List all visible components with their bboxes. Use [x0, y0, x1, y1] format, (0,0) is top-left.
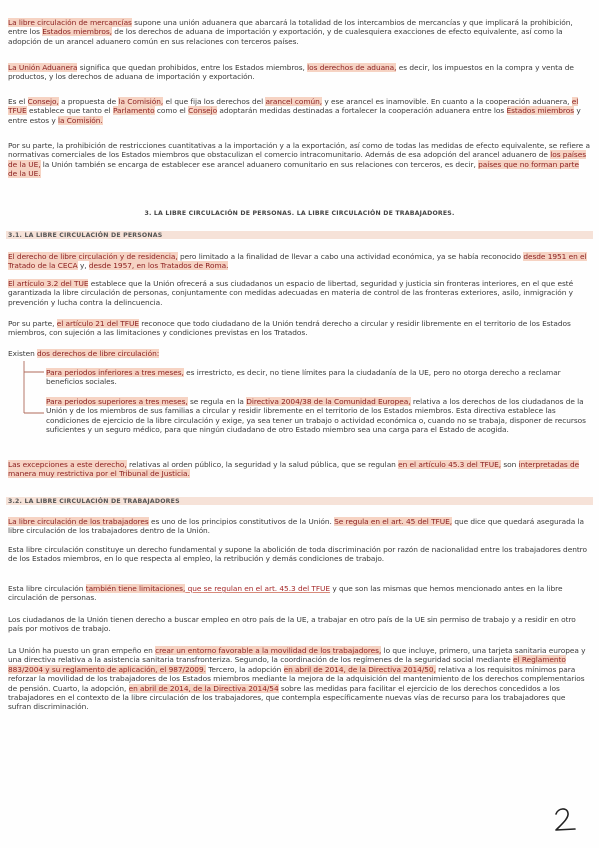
paragraph-buscar-empleo — [8, 615, 590, 634]
highlight: los países de la UE, — [8, 150, 587, 169]
highlight: desde 1951 en el Tratado de la CECA — [8, 252, 587, 271]
highlight: La libre circulación de los trabajadores — [8, 517, 149, 526]
paragraph-consejo — [8, 97, 590, 125]
paragraph-derecho-fundamental — [8, 545, 590, 564]
text-run: La Unión ha puesto un gran empeño en — [8, 646, 156, 655]
text-run: adoptarán medidas destinadas a fortalecer la cooperación aduanera entre los — [217, 106, 507, 116]
paragraph-articulo-21 — [8, 319, 590, 338]
highlight: Consejo, — [27, 97, 59, 106]
highlight: la Comisión, — [118, 97, 164, 106]
text-run: establece que tanto el — [26, 106, 113, 116]
highlight: Parlamento — [112, 106, 155, 116]
text-run: Tercero, la adopción — [205, 664, 284, 674]
paragraph-mercancias — [8, 18, 590, 46]
highlight: también tiene limitaciones, — [85, 584, 186, 593]
highlight: desde 1957, en los Tratados de Roma. — [88, 261, 229, 271]
highlight: El artículo 3.2 del TUE — [8, 279, 89, 288]
text-run: y, — [77, 261, 89, 271]
highlight: los derechos de aduana, — [307, 63, 397, 72]
text-run: Existen — [8, 349, 38, 358]
highlight: arancel común, — [265, 97, 323, 106]
text-run: relativa a los requisitos mínimos para reforzar la movilidad de los trabajadores de los Estados miembros mediante la mejora de la adquisición del mantenimiento de los derechos complementarios de pensión. Cuarto, la adopción, — [8, 664, 585, 693]
text-run: y que son las mismas que hemos mencionado antes en la libre circulación de personas. — [8, 584, 563, 603]
highlight: Estados miembros — [506, 106, 575, 116]
highlight: El derecho de libre circulación y de residencia, — [8, 252, 178, 261]
text-run: es decir, los impuestos en la compra y venta de productos, y los derechos de aduana de importación y exportación. — [8, 63, 574, 82]
text-run: que dice que quedará asegurada la libre circulación de los trabajadores dentro de la Unión. — [8, 517, 584, 536]
text-run: establece que la Unión ofrecerá a sus ciudadanos un espacio de libertad, seguridad y justicia sin fronteras interiores, en el que esté garantizada la libre circulación de personas, conjuntamente con medidas adecuadas en materia de control de las fronteras exteriores, asilo, inmigración y prevención y lucha contra la delincuencia. — [8, 279, 574, 307]
text-run: el que fija los derechos del — [163, 97, 266, 106]
text-run: a propuesta de — [58, 97, 119, 106]
text-run: y ese arancel es inamovible. En cuanto a la cooperación aduanera, — [322, 97, 572, 106]
text-run: son — [501, 460, 519, 469]
highlight: Las excepciones a este derecho, — [8, 460, 127, 469]
highlight: el artículo 21 del TFUE — [56, 319, 139, 328]
highlight: La libre circulación de mercancías — [8, 18, 132, 27]
highlight: interpretadas de manera muy restrictiva por el Tribunal de Justicia. — [8, 460, 580, 479]
highlight: Consejo — [188, 106, 218, 116]
section-heading-3-1: 3.1. LA LIBRE CIRCULACIÓN DE PERSONAS — [8, 232, 163, 239]
highlight: países que no forman parte de la UE. — [8, 159, 580, 179]
section-heading-3: 3. LA LIBRE CIRCULACIÓN DE PERSONAS. LA LIBRE CIRCULACIÓN DE TRABAJADORES. — [144, 210, 455, 217]
text-run: supone una unión aduanera que abarcará la totalidad de los intercambios de mercancías y que implicará la prohibición, entre los — [8, 18, 573, 37]
highlight: La Unión Aduanera — [8, 63, 78, 72]
paragraph-restricciones — [8, 141, 590, 179]
highlight: en abril de 2014, de la Directiva 2014/50, — [283, 664, 436, 674]
text-run: sobre las medidas para facilitar el ejercicio de los derechos concedidos a los trabajadores en el contexto de la libre circulación de los trabajadores, que contempla específicamente nuevas vías de recurso para los trabajadores que sufran discriminación. — [8, 683, 566, 712]
highlight: en abril de 2014, de la Directiva 2014/54 — [128, 683, 279, 693]
page-number — [552, 805, 582, 835]
text-run: como el — [154, 106, 189, 116]
underlined-text: que se regulan en el art. 45.3 del TFUE — [185, 584, 331, 593]
text-run: relativa a los derechos de los ciudadanos de la Unión y de los miembros de sus familias a circular y residir libremente en el territorio de los Estados miembros. Esta directiva establece las condiciones de ejercicio de la libre circulación y exige, ya sea tener un trabajo o actividad económica o, cuando no se trabaja, disponer de recursos suficientes y un seguro médico, para que ningún ciudadano de otro Estado miembro sea una carga para el Estado de acogida. — [46, 397, 586, 435]
paragraph-union-aduanera — [8, 63, 590, 82]
text-run: y entre estos y — [8, 106, 581, 125]
text-run: relativas al orden público, la seguridad y la salud pública, que se regulan — [126, 460, 399, 469]
bullet-bracket — [20, 359, 48, 439]
highlight: la Comisión. — [57, 115, 103, 125]
paragraph-excepciones — [8, 460, 590, 479]
highlight: Para periodos superiores a tres meses, — [46, 397, 188, 406]
text-run: pero limitado a la finalidad de llevar a cabo una actividad económica, ya se había reconocido — [177, 252, 524, 261]
text-run: es uno de los principios constitutivos de la Unión. — [148, 517, 335, 526]
paragraph-articulo-3-2 — [8, 279, 590, 307]
paragraph-dos-derechos — [8, 349, 590, 358]
highlight: Para periodos inferiores a tres meses, — [46, 368, 184, 377]
text-run: Por su parte, la prohibición de restricciones cuantitativas a la importación y a la exportación, así como de todas las medidas de efecto equivalente, se refiere a normativas comerciales de los Estados miembros que obstaculizan el comercio intracomunitario. Además de esa adopción del arancel aduanero de — [8, 141, 590, 160]
text-run: se regula en la — [187, 397, 247, 406]
highlight: Estados miembros, — [42, 27, 112, 37]
paragraph-trabajadores — [8, 517, 590, 536]
highlight: el Reglamento 883/2004 y su reglamento de aplicación, el 987/2009. — [8, 655, 566, 674]
text-run: Esta libre circulación — [8, 584, 86, 593]
text-run: Los ciudadanos de la Unión tienen derecho a buscar empleo en otro país de la UE, a trabajar en otro país de la UE sin permiso de trabajo y a residir en otro país por motivos de trabajo. — [8, 615, 576, 634]
paragraph-limitaciones — [8, 584, 590, 603]
highlight: dos derechos de libre circulación: — [37, 349, 160, 358]
text-run: Por su parte, — [8, 319, 57, 328]
text-run: es irrestricto, es decir, no tiene límites para la ciudadanía de la UE, pero no otorga derecho a reclamar beneficios sociales. — [46, 368, 561, 387]
text-run: significa que quedan prohibidos, entre los Estados miembros, — [77, 63, 308, 72]
bullet-superiores — [46, 397, 590, 435]
text-run: Es el — [8, 97, 28, 106]
text-run: Esta libre circulación constituye un derecho fundamental y supone la abolición de toda discriminación por razón de nacionalidad entre los trabajadores dentro de los Estados miembros, en lo que respecta al empleo, la retribución y demás condiciones de trabajo. — [8, 545, 587, 564]
text-run: reconoce que todo ciudadano de la Unión tendrá derecho a circular y residir libremente en el territorio de los Estados miembros, con sujeción a las limitaciones y condiciones previstas en los Tratados. — [8, 319, 571, 338]
paragraph-derecho-residencia — [8, 252, 590, 271]
bullet-inferiores — [46, 368, 590, 387]
highlight: en el artículo 45.3 del TFUE, — [398, 460, 502, 469]
text-run: la Unión también se encarga de establecer ese arancel aduanero comunitario en sus relaciones con terceros, es decir, — [40, 159, 479, 169]
text-run: lo que incluye, primero, una tarjeta sanitaria europea y una directiva relativa a la asistencia sanitaria transfronteriza. Segundo, la coordinación de los regímenes de la seguridad social mediante — [8, 646, 586, 665]
highlight: el TFUE — [8, 97, 579, 116]
paragraph-movilidad — [8, 646, 590, 712]
highlight: Se regula en el art. 45 del TFUE, — [334, 517, 453, 526]
highlight: crear un entorno favorable a la movilidad de los trabajadores, — [155, 646, 382, 655]
text-run: de los derechos de aduana de importación y exportación, y de cualesquiera exacciones de efecto equivalente, así como la adopción de un arancel aduanero común en sus relaciones con terceros países. — [8, 27, 563, 46]
highlight: Directiva 2004/38 de la Comunidad Europea, — [246, 397, 411, 406]
section-heading-3-2: 3.2. LA LIBRE CIRCULACIÓN DE TRABAJADORES — [8, 498, 180, 505]
